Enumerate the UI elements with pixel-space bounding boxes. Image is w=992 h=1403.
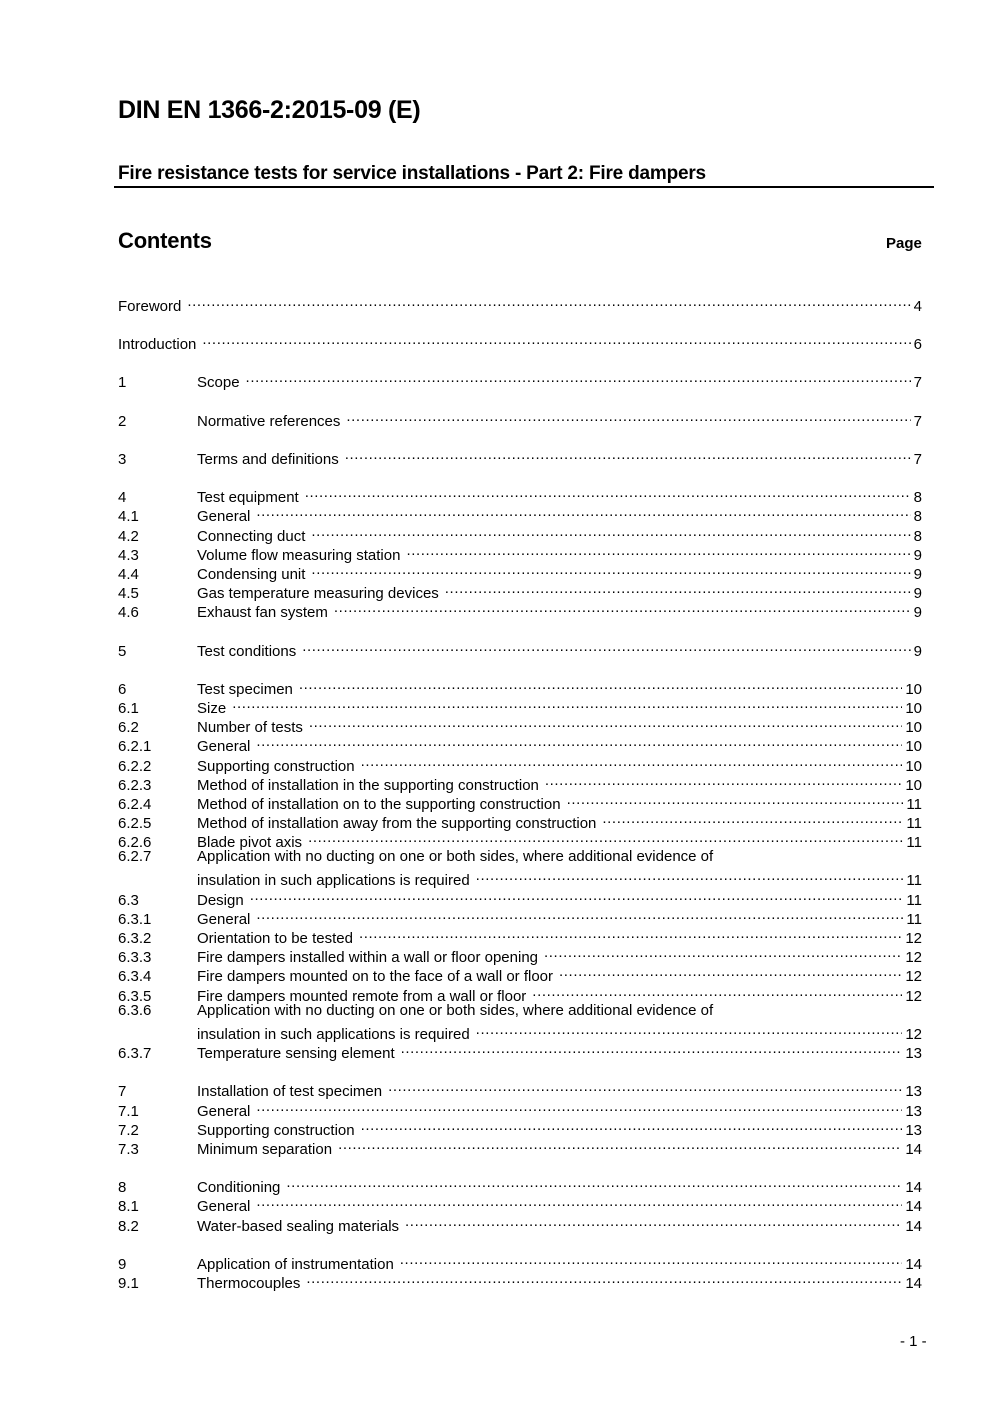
toc-section-number: 9.1 [118,1275,139,1292]
toc-section-number: 5 [118,643,127,660]
toc-section-number: 6.3.5 [118,988,152,1005]
toc-dot-leader [388,1077,902,1096]
toc-section-title: Introduction [118,336,197,353]
toc-page-number: 12 [905,988,922,1005]
toc-section-title: Exhaust fan system [197,604,328,621]
toc-entry[interactable] [118,330,922,354]
toc-page-number: 6 [913,336,922,353]
toc-page-number: 11 [906,872,922,889]
toc-section-title: Normative references [197,413,341,430]
toc-section-number: 6.3.1 [118,911,152,928]
toc-section-number: 8 [118,1179,127,1196]
toc-page-number: 7 [913,413,922,430]
toc-section-title: Application with no ducting on one or both sides, where additional evidence of [197,1002,714,1019]
toc-dot-leader [361,1116,903,1135]
title-divider [114,186,934,188]
toc-section-title-continued: insulation in such applications is required [197,1026,470,1043]
toc-page-number: 9 [913,604,922,621]
toc-dot-leader [602,809,903,828]
toc-dot-leader [202,330,910,349]
toc-entry[interactable] [118,445,922,469]
toc-section-title: Installation of test specimen [197,1083,383,1100]
toc-section-title: Supporting construction [197,1122,355,1139]
toc-section-title: Method of installation away from the supporting construction [197,815,597,832]
toc-section-title: Test conditions [197,643,297,660]
toc-dot-leader [545,771,902,790]
toc-dot-leader [232,694,902,713]
toc-dot-leader [256,1097,902,1116]
toc-page-number: 10 [905,758,922,775]
toc-dot-leader [308,828,903,847]
toc-page-number: 10 [905,681,922,698]
toc-entry[interactable] [118,1269,922,1293]
toc-section-title: Blade pivot axis [197,834,303,851]
document-title: DIN EN 1366-2:2015-09 (E) [118,96,421,124]
toc-section-title: Fire dampers installed within a wall or floor opening [197,949,539,966]
toc-section-number: 8.1 [118,1198,139,1215]
toc-page-number: 14 [905,1198,922,1215]
toc-section-title: Thermocouples [197,1275,301,1292]
toc-page-number: 9 [913,547,922,564]
toc-section-title: General [197,1198,251,1215]
toc-dot-leader [256,732,902,751]
toc-section-title: Fire dampers mounted remote from a wall or floor [197,988,527,1005]
toc-section-number: 1 [118,374,127,391]
toc-page-number: 11 [906,834,922,851]
toc-page-number: 10 [905,700,922,717]
toc-page-number: 14 [905,1275,922,1292]
toc-dot-leader [306,1269,902,1288]
toc-dot-leader [345,445,911,464]
toc-section-number: 4.4 [118,566,139,583]
toc-section-title: Fire dampers mounted on to the face of a wall or floor [197,968,554,985]
toc-dot-leader [187,292,910,311]
toc-section-title: Orientation to be tested [197,930,353,947]
toc-page-number: 14 [905,1141,922,1158]
toc-page-number: 8 [913,489,922,506]
toc-section-number: 6.2.1 [118,738,152,755]
toc-page-number: 11 [906,911,922,928]
toc-section-title: Method of installation on to the supporting construction [197,796,561,813]
toc-section-title: Test equipment [197,489,299,506]
toc-dot-leader [299,675,902,694]
toc-section-title: General [197,508,251,525]
toc-entry[interactable] [118,292,922,316]
toc-entry[interactable] [118,598,922,622]
toc-section-number: 6.2.2 [118,758,152,775]
toc-section-number: 7 [118,1083,127,1100]
toc-section-number: 6.3.6 [118,1002,152,1019]
toc-dot-leader [246,368,911,387]
toc-section-number: 6 [118,681,127,698]
toc-section-number: 6.1 [118,700,139,717]
toc-section-number: 8.2 [118,1218,139,1235]
toc-page-number: 11 [906,892,922,909]
toc-page-number: 9 [913,585,922,602]
toc-section-title: General [197,1103,251,1120]
toc-dot-leader [400,1250,903,1269]
toc-dot-leader [305,483,911,502]
toc-dot-leader [532,982,902,1001]
toc-section-title: General [197,738,251,755]
toc-page-number: 12 [905,949,922,966]
page-column-heading: Page [886,235,922,252]
toc-dot-leader [250,886,904,905]
toc-dot-leader [401,1039,903,1058]
toc-dot-leader [346,407,910,426]
toc-section-number: 6.2 [118,719,139,736]
toc-page-number: 9 [913,643,922,660]
document-subtitle: Fire resistance tests for service installations - Part 2: Fire dampers [118,163,706,184]
toc-page-number: 14 [905,1256,922,1273]
toc-dot-leader [445,579,911,598]
toc-section-title: General [197,911,251,928]
toc-dot-leader [405,1212,902,1231]
toc-dot-leader [567,790,904,809]
toc-section-title: Method of installation in the supporting construction [197,777,539,794]
toc-dot-leader [334,598,911,617]
toc-section-number: 4.5 [118,585,139,602]
toc-section-number: 6.3 [118,892,139,909]
toc-page-number: 8 [913,508,922,525]
toc-page-number: 14 [905,1218,922,1235]
toc-section-title: Size [197,700,227,717]
toc-entry[interactable] [118,368,922,392]
toc-page-number: 13 [905,1083,922,1100]
toc-dot-leader [302,637,910,656]
toc-page-number: 7 [913,374,922,391]
toc-section-number: 7.1 [118,1103,139,1120]
toc-page-number: 12 [905,930,922,947]
toc-section-number: 4.2 [118,528,139,545]
toc-section-title: Test specimen [197,681,293,698]
toc-page-number: 12 [905,1026,922,1043]
toc-section-number: 6.3.2 [118,930,152,947]
toc-page-number: 7 [913,451,922,468]
toc-section-title: Application of instrumentation [197,1256,394,1273]
toc-section-number: 4 [118,489,127,506]
toc-page-number: 12 [905,968,922,985]
toc-section-number: 7.2 [118,1122,139,1139]
toc-page-number: 11 [906,815,922,832]
toc-section-title: Design [197,892,244,909]
toc-page-number: 10 [905,738,922,755]
toc-section-number: 7.3 [118,1141,139,1158]
toc-dot-leader [406,541,910,560]
toc-dot-leader [476,1020,903,1039]
toc-page-number: 8 [913,528,922,545]
toc-dot-leader [309,713,902,732]
toc-section-title: Temperature sensing element [197,1045,395,1062]
toc-page-number: 10 [905,719,922,736]
toc-dot-leader [476,866,904,885]
toc-section-number: 2 [118,413,127,430]
toc-page-number: 13 [905,1122,922,1139]
toc-section-title: Minimum separation [197,1141,333,1158]
toc-section-number: 6.2.5 [118,815,152,832]
toc-section-title: Foreword [118,298,182,315]
toc-dot-leader [559,962,902,981]
toc-dot-leader [311,560,910,579]
toc-section-title: Condensing unit [197,566,306,583]
toc-section-number: 6.2.6 [118,834,152,851]
toc-dot-leader [361,752,903,771]
toc-section-number: 6.2.4 [118,796,152,813]
toc-section-title: Gas temperature measuring devices [197,585,439,602]
toc-entry[interactable] [118,407,922,431]
toc-page-number: 10 [905,777,922,794]
footer-page-number: - 1 - [900,1333,927,1350]
toc-entry[interactable] [118,1039,922,1063]
toc-dot-leader [359,924,902,943]
toc-page-number: 13 [905,1103,922,1120]
toc-section-title: Conditioning [197,1179,281,1196]
toc-section-number: 6.2.3 [118,777,152,794]
toc-dot-leader [338,1135,902,1154]
toc-section-number: 4.1 [118,508,139,525]
toc-section-number: 3 [118,451,127,468]
toc-dot-leader [286,1173,902,1192]
toc-page-number: 9 [913,566,922,583]
toc-section-title: Connecting duct [197,528,306,545]
toc-entry[interactable] [118,637,922,661]
toc-entry[interactable] [118,1001,922,1044]
toc-dot-leader [256,905,903,924]
toc-section-title: Supporting construction [197,758,355,775]
toc-section-title-continued: insulation in such applications is required [197,872,470,889]
toc-section-title: Application with no ducting on one or both sides, where additional evidence of [197,848,714,865]
toc-page-number: 13 [905,1045,922,1062]
toc-page-number: 4 [913,298,922,315]
toc-entry[interactable] [118,1135,922,1159]
toc-entry[interactable] [118,847,922,890]
toc-dot-leader [256,1192,902,1211]
toc-page-number: 14 [905,1179,922,1196]
toc-section-number: 6.3.7 [118,1045,152,1062]
toc-entry[interactable] [118,1212,922,1236]
toc-section-title: Volume flow measuring station [197,547,401,564]
toc-page-number: 11 [906,796,922,813]
toc-section-title: Number of tests [197,719,303,736]
toc-section-number: 4.3 [118,547,139,564]
toc-section-title: Scope [197,374,240,391]
contents-heading: Contents [118,228,212,253]
toc-section-number: 6.3.3 [118,949,152,966]
toc-section-number: 6.3.4 [118,968,152,985]
toc-section-title: Water-based sealing materials [197,1218,400,1235]
toc-section-number: 6.2.7 [118,848,152,865]
toc-section-title: Terms and definitions [197,451,339,468]
toc-dot-leader [256,502,910,521]
toc-section-number: 4.6 [118,604,139,621]
toc-section-number: 9 [118,1256,127,1273]
toc-dot-leader [311,522,910,541]
toc-dot-leader [544,943,902,962]
